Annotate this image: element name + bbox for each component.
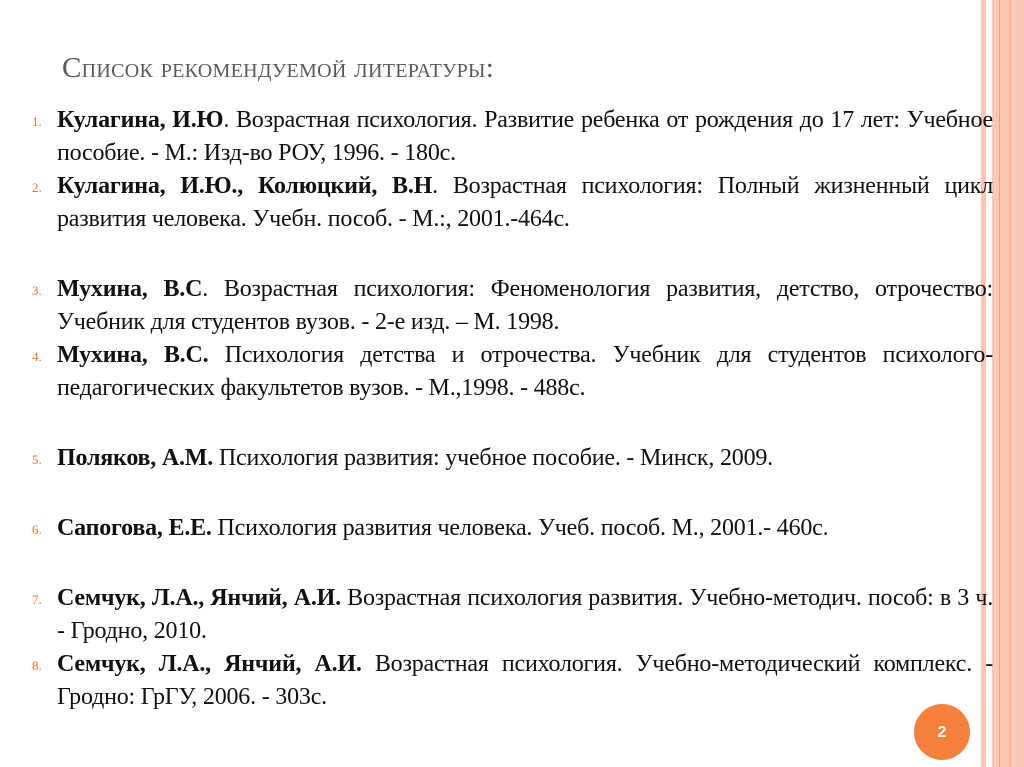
item-text: Возрастная психология развития. Учебно-методич. пособ: в 3 ч. - Гродно, 2010. bbox=[57, 585, 993, 644]
list-item bbox=[32, 339, 993, 405]
item-author: Мухина, В.С bbox=[57, 276, 203, 302]
stripe bbox=[992, 0, 1024, 767]
list-item bbox=[32, 582, 993, 648]
list-item bbox=[32, 273, 993, 339]
list-item bbox=[32, 170, 993, 236]
page-number-badge: 2 bbox=[914, 704, 970, 760]
slide-title: Список рекомендуемой литературы: bbox=[62, 52, 495, 84]
item-author: Мухина, В.С. bbox=[57, 342, 209, 368]
list-item bbox=[32, 442, 993, 475]
item-number: 2. bbox=[32, 180, 42, 195]
item-number: 6. bbox=[32, 522, 42, 537]
item-text: Психология развития человека. Учеб. пособ. М., 2001.- 460с. bbox=[211, 515, 829, 541]
item-text: Психология развития: учебное пособие. - Минск, 2009. bbox=[213, 445, 773, 471]
item-number: 8. bbox=[32, 658, 42, 673]
item-author: Сапогова, Е.Е. bbox=[57, 515, 212, 541]
item-number: 1. bbox=[32, 114, 42, 129]
item-text: Психология детства и отрочества. Учебник для студентов психолого-педагогических факультетов вузов. - М.,1998. - 488с. bbox=[57, 342, 994, 401]
item-number: 3. bbox=[32, 283, 42, 298]
list-item bbox=[32, 104, 993, 170]
stripe bbox=[1009, 0, 1011, 767]
stripe bbox=[999, 0, 1000, 767]
item-number: 7. bbox=[32, 592, 42, 607]
item-number: 4. bbox=[32, 349, 42, 364]
item-author: Кулагина, И.Ю bbox=[57, 107, 224, 133]
item-number: 5. bbox=[32, 452, 42, 467]
item-author: Семчук, Л.А., Янчий, А.И. bbox=[57, 585, 341, 611]
item-author: Семчук, Л.А., Янчий, А.И. bbox=[57, 651, 362, 677]
item-text: . Возрастная психология: Полный жизненный цикл развития человека. Учебн. пособ. - М.:, 2001.-464с. bbox=[57, 173, 993, 232]
item-author: Кулагина, И.Ю., Колюцкий, В.Н bbox=[57, 173, 433, 199]
item-author: Поляков, А.М. bbox=[57, 445, 214, 471]
list-item bbox=[32, 648, 993, 714]
item-text: . Возрастная психология: Феноменология развития, детство, отрочество: Учебник для студентов вузов. - 2-е изд. – М. 1998. bbox=[57, 276, 994, 335]
reference-list bbox=[32, 104, 993, 714]
list-item bbox=[32, 512, 993, 545]
item-text: . Возрастная психология. Развитие ребенка от рождения до 17 лет: Учебное пособие. - М.: Изд-во РОУ, 1996. - 180с. bbox=[57, 107, 993, 166]
item-text: Возрастная психология. Учебно-методический комплекс. - Гродно: ГрГУ, 2006. - 303с. bbox=[57, 651, 993, 710]
